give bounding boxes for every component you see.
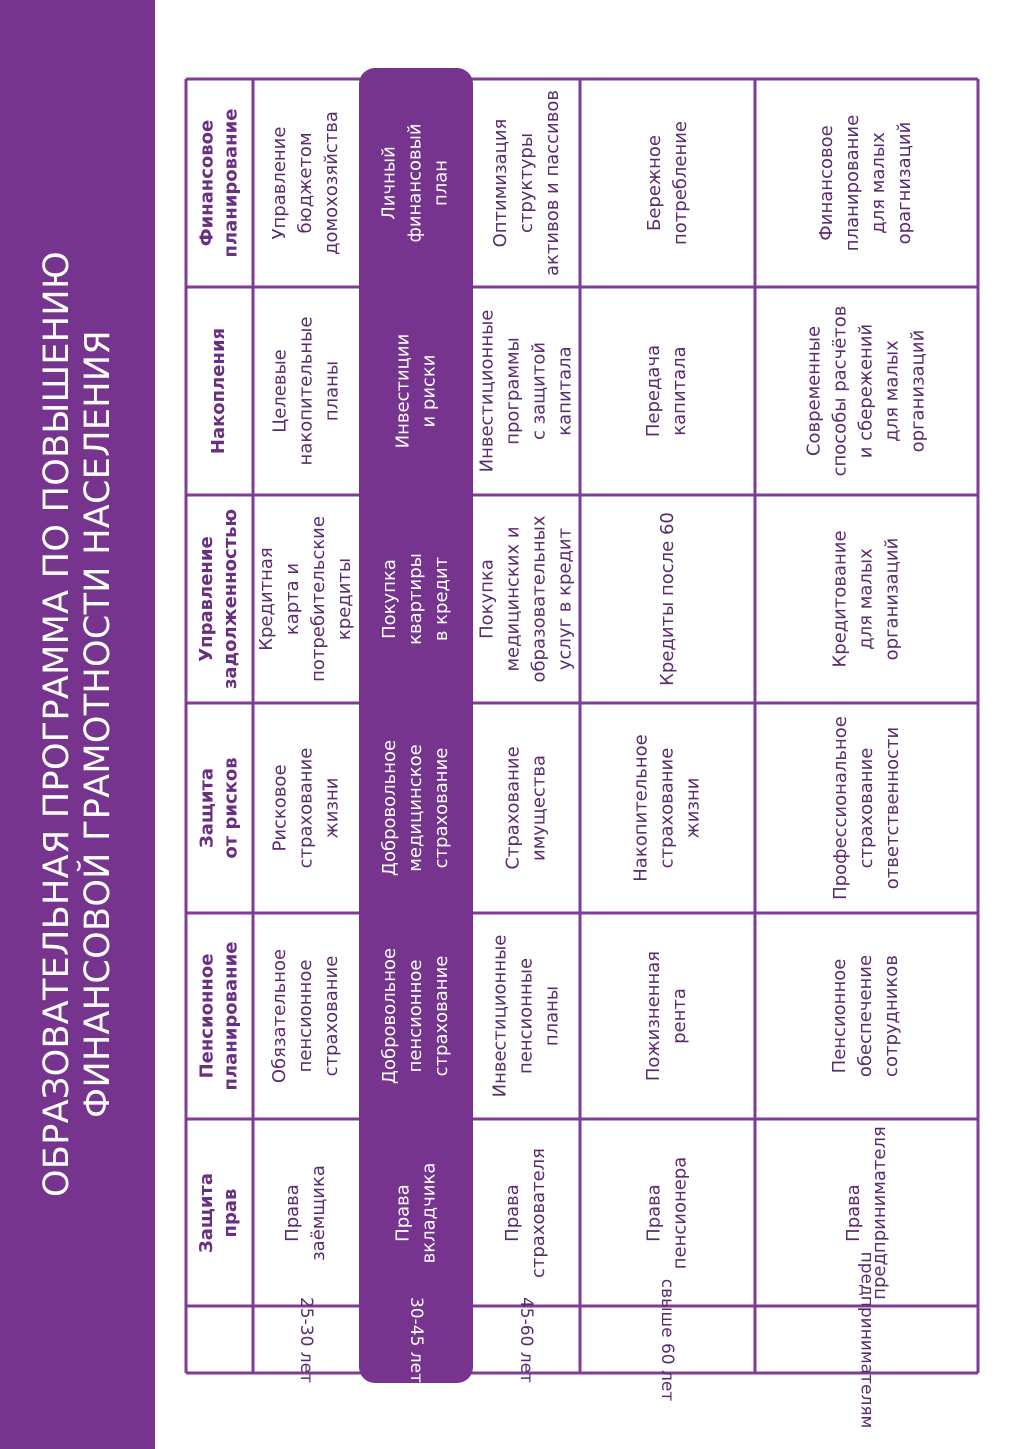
topic-cell	[253, 79, 359, 287]
category-header: Финансовое планирование	[196, 108, 242, 258]
topic-cell	[580, 913, 755, 1119]
topic-cell	[755, 913, 978, 1119]
topic: Целевые накопительные планы	[269, 316, 343, 466]
topic-cell	[253, 703, 359, 913]
topic-cell	[359, 287, 473, 495]
category-header-cell	[186, 495, 253, 703]
age-group-label: 30-45 лет	[406, 1296, 426, 1383]
topic: Пенсионное обеспечение сотрудников	[829, 954, 903, 1078]
topic-cell	[253, 495, 359, 703]
age-group-cell	[359, 1296, 473, 1383]
category-header-cell	[186, 79, 253, 287]
topic-cell	[580, 703, 755, 913]
topic: Инвестиционные программы с защитой капитала	[476, 309, 576, 473]
topic-cell	[755, 703, 978, 913]
topic-cell	[473, 913, 580, 1119]
topic-cell	[473, 287, 580, 495]
topic: Передача капитала	[643, 344, 691, 438]
age-group-cell	[755, 1251, 978, 1428]
topic: Обязательное пенсионное страхование	[269, 948, 343, 1084]
category-header: Управление задолженностью	[196, 508, 242, 690]
topic-cell	[359, 703, 473, 913]
topic-cell	[359, 495, 473, 703]
topic: Права заёмщика	[282, 1164, 329, 1261]
topic: Покупка медицинских и образовательных услуг в кредит	[476, 515, 576, 683]
topic-cell	[755, 287, 978, 495]
topic-cell	[755, 79, 978, 287]
topic-cell	[473, 703, 580, 913]
topic: Финансовое планирование для малых орагнизаций	[816, 114, 916, 252]
topic: Управление бюджетом домохозяйства	[269, 111, 342, 255]
category-header-cell	[186, 1119, 253, 1306]
topic-cell	[253, 287, 359, 495]
topic: Добровольное пенсионное страхование	[379, 947, 452, 1085]
age-group-label: свыше 60 лет	[657, 1278, 678, 1401]
age-group-label: предпринимателям	[856, 1251, 877, 1428]
topic: Накопительное страхование жизни	[630, 734, 704, 882]
topic: Бережное потребление	[643, 121, 691, 245]
topic: Инвестиционные пенсионные планы	[489, 934, 563, 1098]
topic-cell	[253, 1119, 359, 1306]
topic: Кредитование для малых организаций	[829, 530, 903, 668]
title-line-2: ФИНАНСОВОЙ ГРАМОТНОСТИ НАСЕЛЕНИЯ	[78, 330, 118, 1118]
category-header-cell	[186, 703, 253, 913]
age-group-cell	[253, 1296, 359, 1383]
topic: Оптимизация структуры активов и пассивов	[489, 90, 563, 276]
topic: Права пенсионера	[643, 1156, 691, 1269]
topic: Инвестиции и риски	[392, 333, 439, 449]
topic-cell	[580, 79, 755, 287]
topic: Кредиты после 60	[656, 512, 678, 686]
page-title	[37, 124, 119, 1324]
category-header: Пенсионное планирование	[196, 941, 242, 1091]
topic: Кредитная карта и потребительские кредиты	[256, 516, 355, 682]
category-header: Защита от рисков	[196, 757, 242, 859]
topic-cell	[580, 287, 755, 495]
topic-cell	[473, 1119, 580, 1306]
category-header-cell	[186, 287, 253, 495]
topic-cell	[359, 1119, 473, 1306]
topic: Личный финансовый план	[379, 123, 452, 243]
topic: Современные способы расчётов и сбережений для малых организаций	[803, 305, 929, 477]
age-group-label: 25-30 лет	[296, 1296, 316, 1383]
title-line-1: ОБРАЗОВАТЕЛЬНАЯ ПРОГРАММА ПО ПОВЫШЕНИЮ	[37, 251, 77, 1197]
topic-cell	[473, 495, 580, 703]
topic: Добровольное медицинское страхование	[379, 739, 452, 877]
category-header: Защита прав	[196, 1172, 242, 1253]
topic-cell	[580, 495, 755, 703]
category-header-cell	[186, 913, 253, 1119]
topic-cell	[755, 495, 978, 703]
topic: Права предпринимателя	[842, 1125, 890, 1300]
topic-cell	[473, 79, 580, 287]
age-group-cell	[473, 1296, 580, 1383]
category-header: Накопления	[208, 327, 230, 455]
topic: Покупка квартиры в кредит	[378, 553, 452, 645]
topic: Права вкладчика	[391, 1162, 439, 1263]
topic: Страхование имущества	[502, 746, 550, 870]
age-group-label: 45-60 лет	[516, 1296, 537, 1383]
topic: Профессиональное страхование ответственности	[829, 716, 903, 900]
topic: Пожизненная рента	[643, 950, 691, 1082]
topic-cell	[253, 913, 359, 1119]
topic: Права страхователя	[502, 1147, 550, 1278]
age-group-cell	[580, 1278, 755, 1401]
topic: Рисковое страхование жизни	[269, 747, 342, 869]
topic-cell	[359, 913, 473, 1119]
topic-cell	[359, 79, 473, 287]
